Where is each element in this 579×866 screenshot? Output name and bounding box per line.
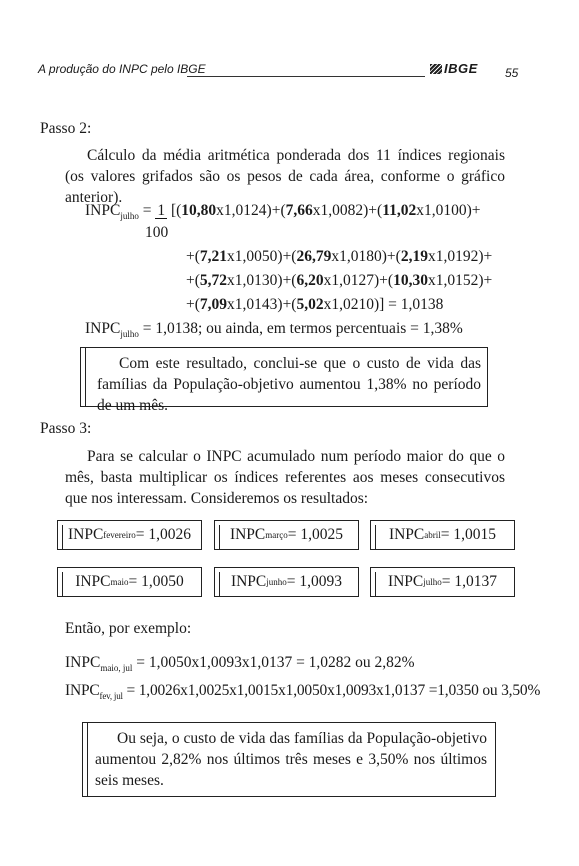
formula-terms-2 [186,246,492,267]
index-value: = 1,0025 [287,526,344,543]
example1-lhs: INPC [65,654,101,671]
example-intro: Então, por exemplo: [65,620,192,637]
formula-eq: = [142,202,152,219]
conclusion-box-2 [82,722,496,797]
formula-weight: 5,02 [296,296,324,313]
formula-term: x1,0180)+( [331,248,401,265]
formula-term: x1,0124)+( [216,202,286,219]
passo2-paragraph: Cálculo da média aritmética ponderada dos 11 índices regionais (os valores grifados são os pesos de cada área, conforme o gráfico anterior). [65,147,505,206]
index-label: INPC [388,526,425,543]
result-lhs-sub: julho [120,329,139,339]
example-1 [65,652,415,679]
index-value: = 1,0015 [440,526,497,543]
formula-terms-3 [186,270,492,291]
box-inner-rule [62,572,63,596]
index-box [370,520,515,550]
result-rest: = 1,0138; ou ainda, em termos percentuais = 1,38% [142,320,463,337]
conclusion-text-1: Com este resultado, conclui-se que o custo de vida das famílias da População-objetivo aumentou 1,38% no período de um mês. [97,355,481,414]
index-label: INPC [67,526,104,543]
index-month: junho [266,577,287,587]
header-rule [187,76,425,77]
formula-term: +( [186,296,200,313]
formula-weight: 7,21 [199,248,228,265]
index-box [214,567,359,597]
formula-weight: 7,09 [199,296,228,313]
formula-term: x1,0100)+ [416,202,481,219]
result-lhs: INPC [85,320,121,337]
index-label: INPC [229,526,266,543]
formula-terms-4 [186,294,443,315]
formula-weight: 11,02 [382,202,417,219]
formula-fraction-numerator: 1 [157,202,166,219]
index-value: = 1,0050 [128,573,184,590]
example2-rest: = 1,0026x1,0025x1,0015x1,0050x1,0093x1,0137 =1,0350 ou 3,50% [126,682,541,699]
formula-term: +( [186,272,200,289]
example1-rest: = 1,0050x1,0093x1,0137 = 1,0282 ou 2,82% [136,654,415,671]
passo3-paragraph: Para se calcular o INPC acumulado num período maior do que o mês, basta multiplicar os índices referentes aos meses consecutivos que nos interessam. Consideremos os resultados: [65,448,505,507]
index-box [57,520,202,550]
index-month: maio [110,577,129,587]
ibge-logo [430,61,478,76]
formula-weight: 10,80 [181,202,217,219]
box-inner-rule [219,525,220,549]
box-inner-rule [62,525,63,549]
formula-term: x1,0082)+( [312,202,383,219]
ibge-logo-icon [430,64,442,74]
formula-term: +( [186,248,200,265]
index-value: = 1,0093 [286,573,343,590]
formula-weight: 6,20 [296,272,324,289]
index-box [214,520,359,550]
box-inner-rule [375,572,376,596]
formula-term: x1,0210)] = 1,0138 [323,296,444,313]
example1-sub: maio, jul [100,663,133,673]
formula-term: x1,0152)+ [427,272,493,289]
index-label: INPC [387,573,424,590]
passo3-heading: Passo 3: [40,420,92,437]
formula-weight: 26,79 [296,248,332,265]
index-value: = 1,0026 [135,526,192,543]
formula-weight: 2,19 [400,248,428,265]
box-inner-rule [85,348,86,406]
index-month: abril [424,530,441,540]
formula-term: x1,0130)+( [227,272,297,289]
example2-sub: fev, jul [99,691,123,701]
box-inner-rule [375,525,376,549]
formula-lhs: INPC [85,202,121,219]
formula-term: x1,0127)+( [323,272,394,289]
conclusion-box-1 [80,347,488,414]
formula-weight: 7,66 [285,202,313,219]
formula-lhs-sub: julho [120,211,139,221]
index-label: INPC [75,573,111,590]
example2-lhs: INPC [65,682,100,699]
index-month: fevereiro [103,530,136,540]
formula-terms-1 [171,202,481,219]
passo2-heading: Passo 2: [40,120,92,137]
formula-term: [( [170,202,182,219]
example-2 [65,680,540,707]
formula-term: x1,0050)+( [227,248,297,265]
index-box [370,567,515,597]
formula-fraction-denominator: 100 [145,224,169,241]
index-label: INPC [230,573,267,590]
page-number: 55 [505,66,519,80]
box-inner-rule [87,723,88,796]
running-title: A produção do INPC pelo IBGE [38,62,206,76]
index-value: = 1,0137 [441,573,498,590]
box-inner-rule [219,572,220,596]
formula-term: x1,0192)+ [427,248,493,265]
formula-weight: 10,30 [393,272,428,289]
index-month: julho [423,577,442,587]
ibge-logo-text: IBGE [444,61,478,76]
index-month: março [265,530,288,540]
index-box [57,567,202,597]
formula-result [85,318,463,345]
formula-weight: 5,72 [199,272,228,289]
formula-term: x1,0143)+( [227,296,297,313]
conclusion-text-2: Ou seja, o custo de vida das famílias da População-objetivo aumentou 2,82% nos últimos três meses e 3,50% nos últimos seis meses. [95,730,487,789]
